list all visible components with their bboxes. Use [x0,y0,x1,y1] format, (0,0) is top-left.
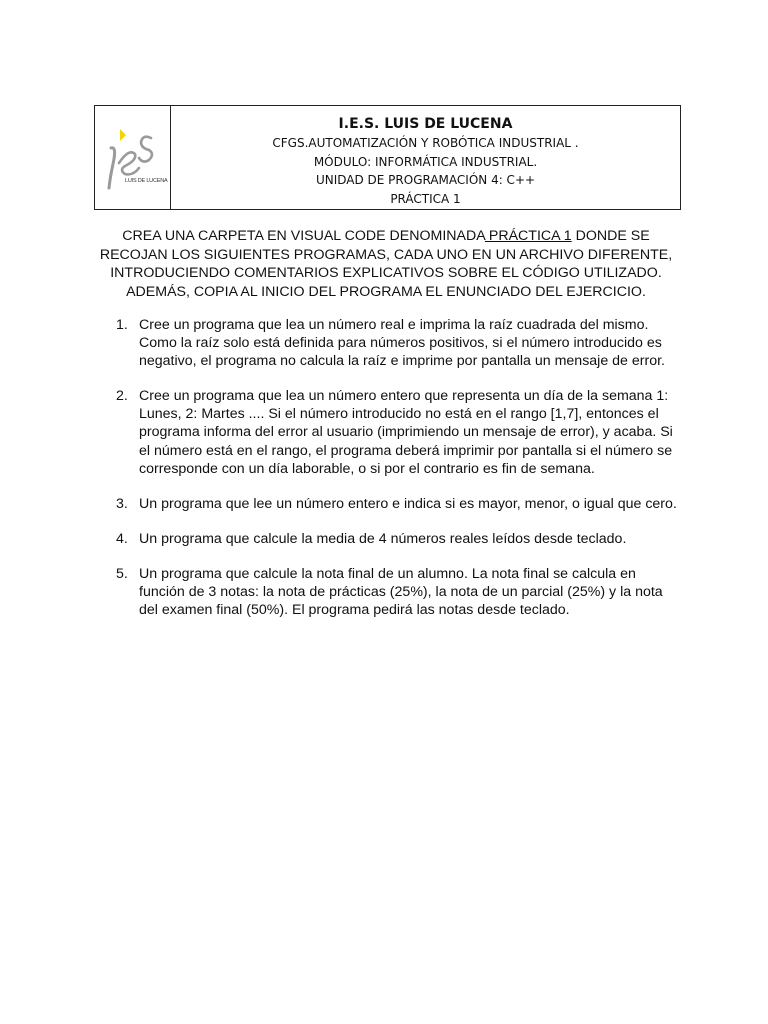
header-table [94,105,681,210]
exercise-text: Cree un programa que lea un número real e imprima la raíz cuadrada del mismo. Como la raíz solo está definida para números positivos, si el número introducido es negativo, el programa no calcula la raíz e imprime por pantalla un mensaje de error. [139,317,666,370]
exercise-text: Un programa que calcule la media de 4 números reales leídos desde teclado. [139,530,627,547]
exercise-item [108,387,678,477]
logo-subtext: LUIS DE LUCENA [125,178,168,184]
exercise-text: Cree un programa que lea un número entero que representa un día de la semana 1: Lunes, 2: Martes .... Si el número introducido no está en el rango [1,7], entonces el programa informa del error al usuario (imprimiendo un mensaje de error), y acaba. Si el número está en el rango, el programa deberá imprimir por pantalla si el número se corresponde con un día laborable, o si por el contrario es fin de semana. [139,388,673,477]
exercise-item [108,565,678,619]
unit-name: UNIDAD DE PROGRAMACIÓN 4: C++ [315,173,536,187]
intro-paragraph [96,227,676,301]
logo-cell [95,106,171,209]
practice-name: PRÁCTICA 1 [390,191,461,206]
exercise-list [108,316,678,636]
intro-part2: DONDE SE RECOJAN LOS SIGUIENTES PROGRAMAS, CADA UNO EN UN ARCHIVO DIFERENTE, INTRODUCIENDO COMENTARIOS EXPLICATIVOS SOBRE EL CÓDIGO UTILIZADO. ADEMÁS, COPIA AL INICIO DEL PROGRAMA EL ENUNCIADO DEL EJERCICIO. [99,228,673,300]
exercise-number: 3. [116,495,128,512]
exercise-number: 5. [116,565,128,582]
exercise-item [108,316,678,370]
exercise-text: Un programa que calcule la nota final de un alumno. La nota final se calcula en función de 3 notas: la nota de prácticas (25%), la nota de un parcial (25%) y la nota del examen final (50%). El programa pedirá las notas desde teclado. [139,565,663,619]
intro-part1: CREA UNA CARPETA EN VISUAL CODE DENOMINADA [122,228,485,244]
exercise-item [108,495,678,513]
exercise-number: 4. [116,530,128,547]
school-logo [99,118,168,196]
intro-underlined: PRÁCTICA 1 [484,228,572,244]
header-title-cell [171,106,680,209]
school-name: I.E.S. LUIS DE LUCENA [338,116,513,132]
exercise-text: Un programa que lee un número entero e indica si es mayor, menor, o igual que cero. [139,495,677,512]
module-name: MÓDULO: INFORMÁTICA INDUSTRIAL. [313,154,538,169]
exercise-number: 2. [116,388,128,405]
course-name: CFGS.AUTOMATIZACIÓN Y ROBÓTICA INDUSTRIAL . [272,136,579,150]
exercise-number: 1. [116,317,128,333]
exercise-item [108,530,678,548]
